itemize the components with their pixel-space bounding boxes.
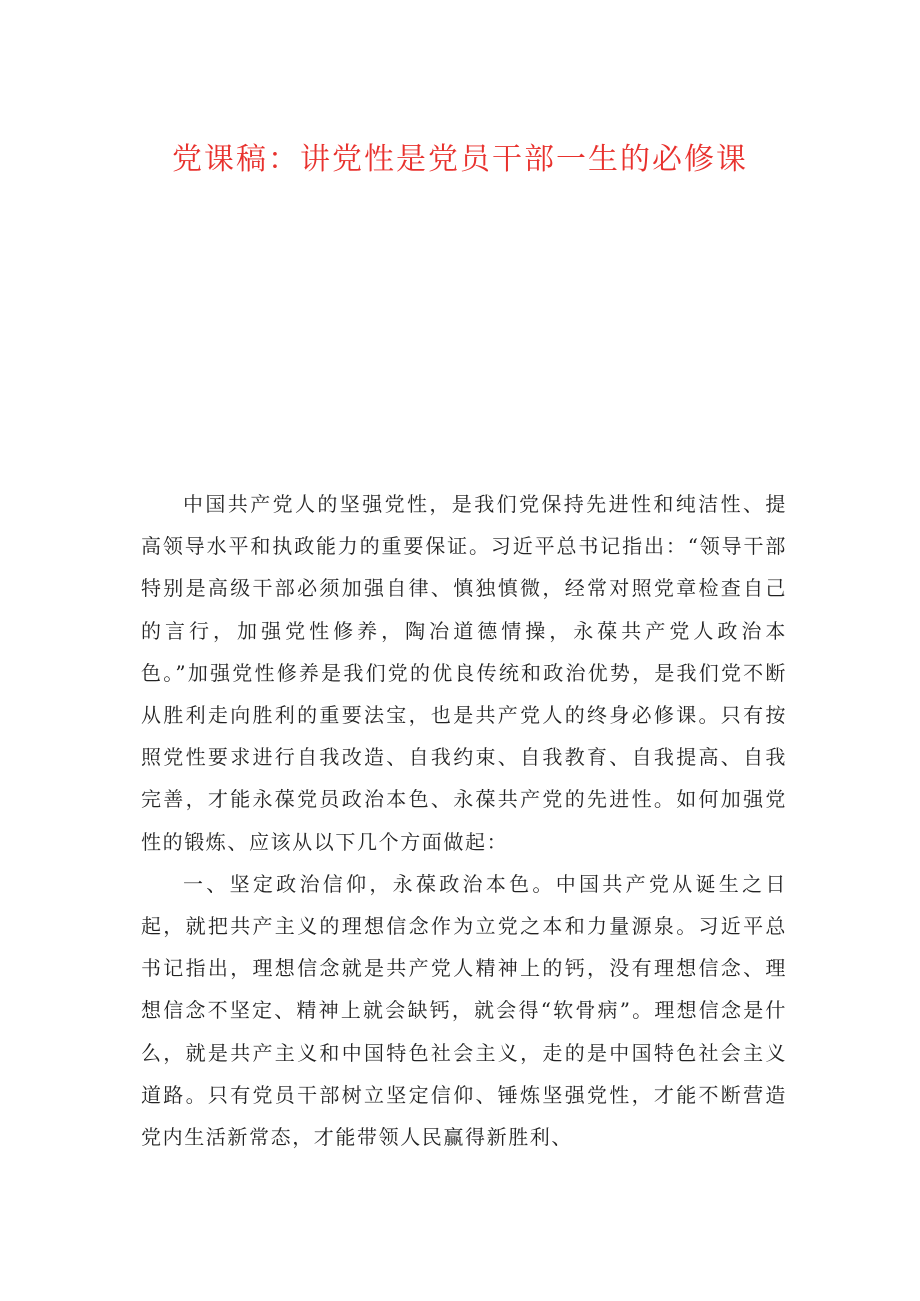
document-body <box>141 483 787 1158</box>
paragraph-section-one: 一、坚定政治信仰，永葆政治本色。中国共产党从诞生之日起，就把共产主义的理想信念作为立党之本和力量源泉。习近平总书记指出，理想信念就是共产党人精神上的钙，没有理想信念、理想信念不坚定、精神上就会缺钙，就会得“软骨病”。理想信念是什么，就是共产主义和中国特色社会主义，走的是中国特色社会主义道路。只有党员干部树立坚定信仰、锤炼坚强党性，才能不断营造党内生活新常态，才能带领人民赢得新胜利、 <box>141 871 787 1150</box>
paragraph-intro: 中国共产党人的坚强党性，是我们党保持先进性和纯洁性、提高领导水平和执政能力的重要保证。习近平总书记指出：“领导干部特别是高级干部必须加强自律、慎独慎微，经常对照党章检查自己的言行，加强党性修养，陶冶道德情操，永葆共产党人政治本色。”加强党性修养是我们党的优良传统和政治优势，是我们党不断从胜利走向胜利的重要法宝，也是共产党人的终身必修课。只有按照党性要求进行自我改造、自我约束、自我教育、自我提高、自我完善，才能永葆党员政治本色、永葆共产党的先进性。如何加强党性的锻炼、应该从以下几个方面做起： <box>141 492 787 854</box>
document-title: 党课稿：讲党性是党员干部一生的必修课 <box>172 142 748 177</box>
